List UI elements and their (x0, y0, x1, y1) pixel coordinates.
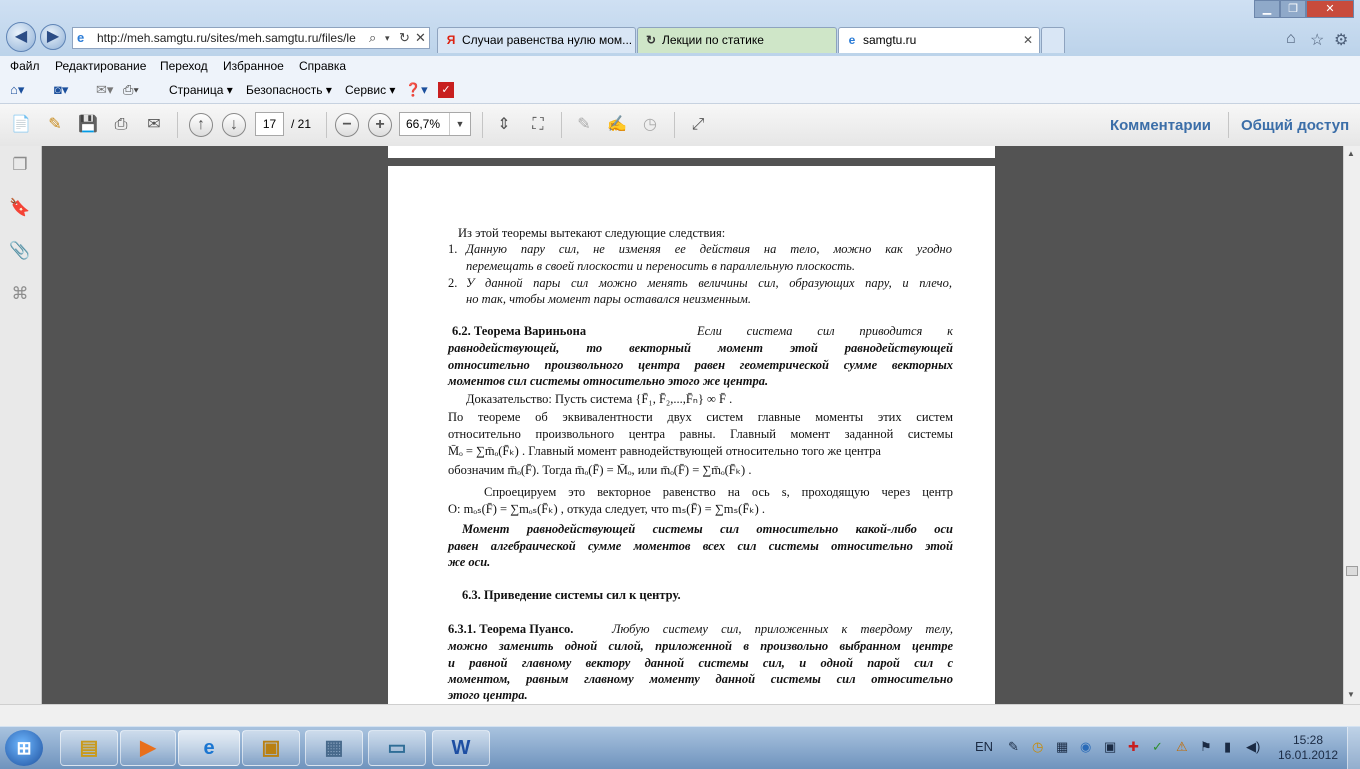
ie-page-icon: e (77, 30, 85, 45)
menu-item-go[interactable]: Переход (160, 59, 208, 73)
security-icon[interactable]: ✓ (1152, 739, 1163, 754)
ie-icon: e (203, 737, 215, 759)
section-6-3-1-line-3: и равной главному вектору данной системы сил, и одной парой сил с (448, 656, 953, 670)
ie-page-icon: e (848, 33, 856, 47)
edit-pdf-icon[interactable]: ✎ (48, 116, 62, 133)
conclusion-line-3: же оси. (448, 555, 491, 569)
clock-app-icon[interactable]: ◷ (1032, 739, 1044, 754)
menu-bar (0, 56, 1360, 78)
taskbar-explorer[interactable] (60, 730, 118, 766)
toolbar-separator (482, 112, 483, 138)
paragraph-line-1: По теореме об эквивалентности двух систем главные моменты этих систем (448, 410, 953, 424)
menu-item-file[interactable]: Файл (10, 59, 40, 73)
calculator-icon: ▦ (324, 737, 344, 759)
email-icon[interactable]: ✉ (147, 116, 161, 133)
projection-line-2: O: mₒₛ(F̄) = ∑mₒₛ(F̄ₖ) , откуда следует, что mₛ(F̄) = ∑mₛ(F̄ₖ) . (448, 502, 766, 516)
plus-icon: + (375, 116, 385, 133)
corollary-1-number: 1. (448, 242, 458, 256)
binoculars-icon[interactable]: ⌘ (11, 284, 29, 303)
corollary-1-line-1: Данную пару сил, не изменяя ее действия на тело, можно как угодно (466, 242, 952, 256)
fit-page-icon[interactable]: ⛶ (532, 116, 544, 133)
minus-icon: − (342, 116, 352, 133)
windows-taskbar (0, 726, 1360, 769)
network-icon[interactable]: ▦ (1056, 739, 1069, 754)
menu-item-edit[interactable]: Редактирование (55, 59, 147, 73)
toolbar-separator (326, 112, 327, 138)
taskbar-word[interactable] (432, 730, 490, 766)
save-icon[interactable]: 💾 (78, 116, 98, 133)
paint-icon: ▣ (261, 737, 281, 759)
close-icon: ✕ (1325, 3, 1335, 15)
system-clock[interactable] (1275, 733, 1341, 763)
dropdown-icon[interactable]: ▾ (385, 33, 390, 43)
folder-icon: ▤ (79, 737, 99, 759)
mail-icon[interactable]: ✉▾ (96, 82, 114, 97)
page-number-input[interactable]: 17 (255, 112, 284, 136)
red-addon-icon[interactable]: ✓ (438, 82, 454, 98)
section-6-3-1-line-4: моментом, равным главному моменту данной системы сил относительно (448, 672, 953, 686)
volume-icon[interactable]: ◀) (1246, 739, 1261, 754)
chevron-down-icon: ▼ (449, 113, 470, 135)
section-6-3-1-line-1: Любую систему сил, приложенных к твердому телу, (612, 622, 953, 636)
taskbar-paint[interactable] (242, 730, 300, 766)
forward-button[interactable] (40, 24, 66, 50)
update-icon[interactable]: ⚠ (1176, 739, 1188, 754)
previous-page-button[interactable] (189, 113, 213, 137)
conclusion-line-1: Момент равнодействующей системы сил относительно какой-либо оси (462, 522, 953, 536)
browser-title-bar (0, 0, 1360, 56)
paragraph-line-4: обозначим m̄ₒ(F̄). Тогда m̄ₒ(F̄) = M̄ₒ, или m̄ₒ(F̄) = ∑m̄ₒ(F̄ₖ) . (448, 463, 752, 477)
print-icon[interactable]: ⎙▾ (123, 82, 139, 97)
toolbar-separator (177, 112, 178, 138)
start-button[interactable] (5, 730, 43, 766)
scroll-thumb[interactable] (1346, 566, 1358, 576)
pdf-navigation-pane (0, 146, 42, 704)
windows-logo-icon: ⊞ (16, 738, 32, 758)
restore-button[interactable] (1280, 0, 1306, 18)
pdf-document-area[interactable] (42, 146, 1343, 704)
media-player-icon: ▶ (140, 737, 156, 759)
gear-icon[interactable]: ⚙ (1334, 32, 1349, 49)
command-service[interactable]: Сервис ▾ (345, 83, 396, 97)
section-6-2-line-4: моментов сил системы относительно этого же центра. (448, 374, 769, 388)
corollary-2-line-2: но так, чтобы момент пары оставался неизменным. (466, 292, 751, 306)
fullscreen-icon[interactable]: ⤢ (691, 116, 705, 133)
projection-line-1: Спроецируем это векторное равенство на ось s, проходящую через центр (484, 485, 953, 499)
minimize-icon: ▁ (1262, 3, 1272, 15)
command-page[interactable]: Страница ▾ (169, 83, 233, 97)
loading-icon: ↻ (645, 33, 657, 47)
print-icon[interactable]: ⎙ (114, 116, 128, 133)
taskbar-calculator[interactable] (305, 730, 363, 766)
battery-icon[interactable]: ▮ (1224, 739, 1232, 754)
intro-text: Из этой теоремы вытекают следующие следствия: (458, 226, 726, 240)
paragraph-line-2: относительно произвольного центра равны. Главный момент заданной системы (448, 427, 953, 441)
tab-label: Лекции по статике (662, 33, 764, 47)
sign-icon[interactable]: ✍ (607, 116, 627, 133)
section-6-2-heading: 6.2. Теорема Вариньона (452, 324, 587, 338)
paragraph-line-3: M̄ₒ = ∑m̄ₒ(F̄ₖ) . Главный момент равнодействующей относительно того же центра (448, 444, 881, 458)
url-text: http://meh.samgtu.ru/sites/meh.samgtu.ru/files/le (97, 31, 356, 45)
comments-button[interactable]: Комментарии (1110, 117, 1212, 134)
taskbar-internet-explorer[interactable] (178, 730, 240, 766)
restore-icon: ❐ (1288, 3, 1298, 15)
forward-arrow-icon: ▶ (46, 28, 60, 45)
back-button[interactable] (6, 22, 36, 52)
section-6-3-heading: 6.3. Приведение системы сил к центру. (462, 588, 681, 602)
language-indicator[interactable]: EN (975, 739, 994, 754)
tab-label: Случаи равенства нулю мом... (462, 33, 633, 47)
section-6-3-1-heading: 6.3.1. Теорема Пуансо. (448, 622, 574, 636)
refresh-icon[interactable]: ↻ (399, 30, 410, 45)
arrow-down-icon: ↓ (230, 116, 238, 133)
clock-time: 15:28 (1292, 733, 1324, 747)
bluetooth-icon[interactable]: ◉ (1080, 739, 1092, 754)
toolbar-separator (1228, 112, 1229, 138)
toolbar-separator (561, 112, 562, 138)
section-6-2-line-1: Если система сил приводится к (697, 324, 953, 338)
menu-item-help[interactable]: Справка (299, 59, 347, 73)
tab-1[interactable] (437, 27, 636, 53)
toolbar-separator (674, 112, 675, 138)
stop-icon[interactable]: ✕ (415, 30, 426, 45)
close-window-button[interactable] (1306, 0, 1354, 18)
page-thumbnails-icon[interactable]: ❐ (12, 155, 28, 174)
attachment-icon[interactable]: 📎 (9, 241, 31, 260)
command-safety[interactable]: Безопасность ▾ (246, 83, 332, 97)
search-icon[interactable]: ⌕ (369, 30, 377, 45)
share-button[interactable]: Общий доступ (1241, 117, 1350, 134)
taskbar-picture-viewer[interactable] (368, 730, 426, 766)
zoom-value: 66,7% (406, 117, 441, 131)
zoom-in-button[interactable] (368, 113, 392, 137)
pen-icon[interactable]: ✎ (1008, 739, 1019, 754)
tab-3-active[interactable] (838, 27, 1040, 53)
picture-icon: ▭ (387, 737, 407, 759)
pdf-page (388, 166, 995, 704)
show-desktop-button[interactable] (1347, 727, 1360, 769)
command-bar (0, 78, 1360, 104)
section-6-2-line-2: равнодействующей, то векторный момент этой равнодействующей (448, 341, 953, 355)
close-tab-icon[interactable]: ✕ (1022, 33, 1033, 47)
yandex-icon: Я (446, 33, 456, 47)
corollary-2-number: 2. (448, 276, 458, 290)
minimize-button[interactable] (1254, 0, 1280, 18)
antivirus-icon[interactable]: ✚ (1128, 739, 1139, 754)
section-6-3-1-line-5: этого центра. (448, 688, 528, 702)
proof-line: Доказательство: Пусть система {F̄₁, F̄₂,...,F̄ₙ} ∞ F̄ . (466, 392, 733, 406)
corollary-2-line-1: У данной пары сил можно менять величины сил, образующих пару, и плечо, (466, 276, 952, 290)
clock-icon[interactable]: ◷ (643, 116, 657, 133)
zoom-select[interactable] (399, 112, 471, 136)
taskbar-media-player[interactable] (120, 730, 176, 766)
create-pdf-icon[interactable]: 📄 (11, 116, 31, 133)
rss-icon[interactable]: ◙▾ (54, 82, 69, 97)
favorites-star-icon[interactable]: ☆ (1310, 32, 1325, 49)
menu-item-favorites[interactable]: Избранное (223, 59, 284, 73)
fit-width-icon[interactable]: ⇕ (497, 116, 511, 133)
section-6-2-line-3: относительно произвольного центра равен геометрической сумме векторных (448, 358, 953, 372)
conclusion-line-2: равен алгебраической сумме моментов всех сил системы относительно этой (448, 539, 953, 553)
scroll-down-icon[interactable]: ▼ (1347, 690, 1355, 699)
previous-page-bottom (388, 146, 995, 158)
tab-2[interactable] (637, 27, 837, 53)
device-icon[interactable]: ▣ (1104, 739, 1117, 754)
zoom-out-button[interactable] (335, 113, 359, 137)
section-6-3-1-line-2: можно заменить одной силой, приложенной в произвольно выбранном центре (448, 639, 953, 653)
tab-label: samgtu.ru (863, 33, 917, 47)
home-icon[interactable]: ⌂ (1286, 30, 1296, 47)
bookmark-icon[interactable]: 🔖 (9, 198, 31, 217)
back-arrow-icon: ◀ (14, 28, 28, 45)
clock-date: 16.01.2012 (1277, 748, 1339, 762)
flag-icon[interactable]: ⚑ (1200, 739, 1212, 754)
corollary-1-line-2: перемещать в своей плоскости и переносить в параллельную плоскость. (466, 259, 855, 273)
help-icon[interactable]: ❓▾ (405, 82, 428, 97)
scroll-up-icon[interactable]: ▲ (1347, 149, 1355, 158)
arrow-up-icon: ↑ (197, 116, 205, 133)
page-total: / 21 (291, 117, 312, 131)
address-bar[interactable] (72, 27, 430, 49)
new-tab-button[interactable] (1041, 27, 1065, 53)
next-page-button[interactable] (222, 113, 246, 137)
annotate-icon[interactable]: ✎ (577, 116, 591, 133)
word-icon: W (451, 737, 471, 759)
vertical-scrollbar[interactable] (1343, 146, 1360, 704)
status-bar (0, 704, 1360, 727)
home-icon[interactable]: ⌂▾ (10, 82, 25, 97)
